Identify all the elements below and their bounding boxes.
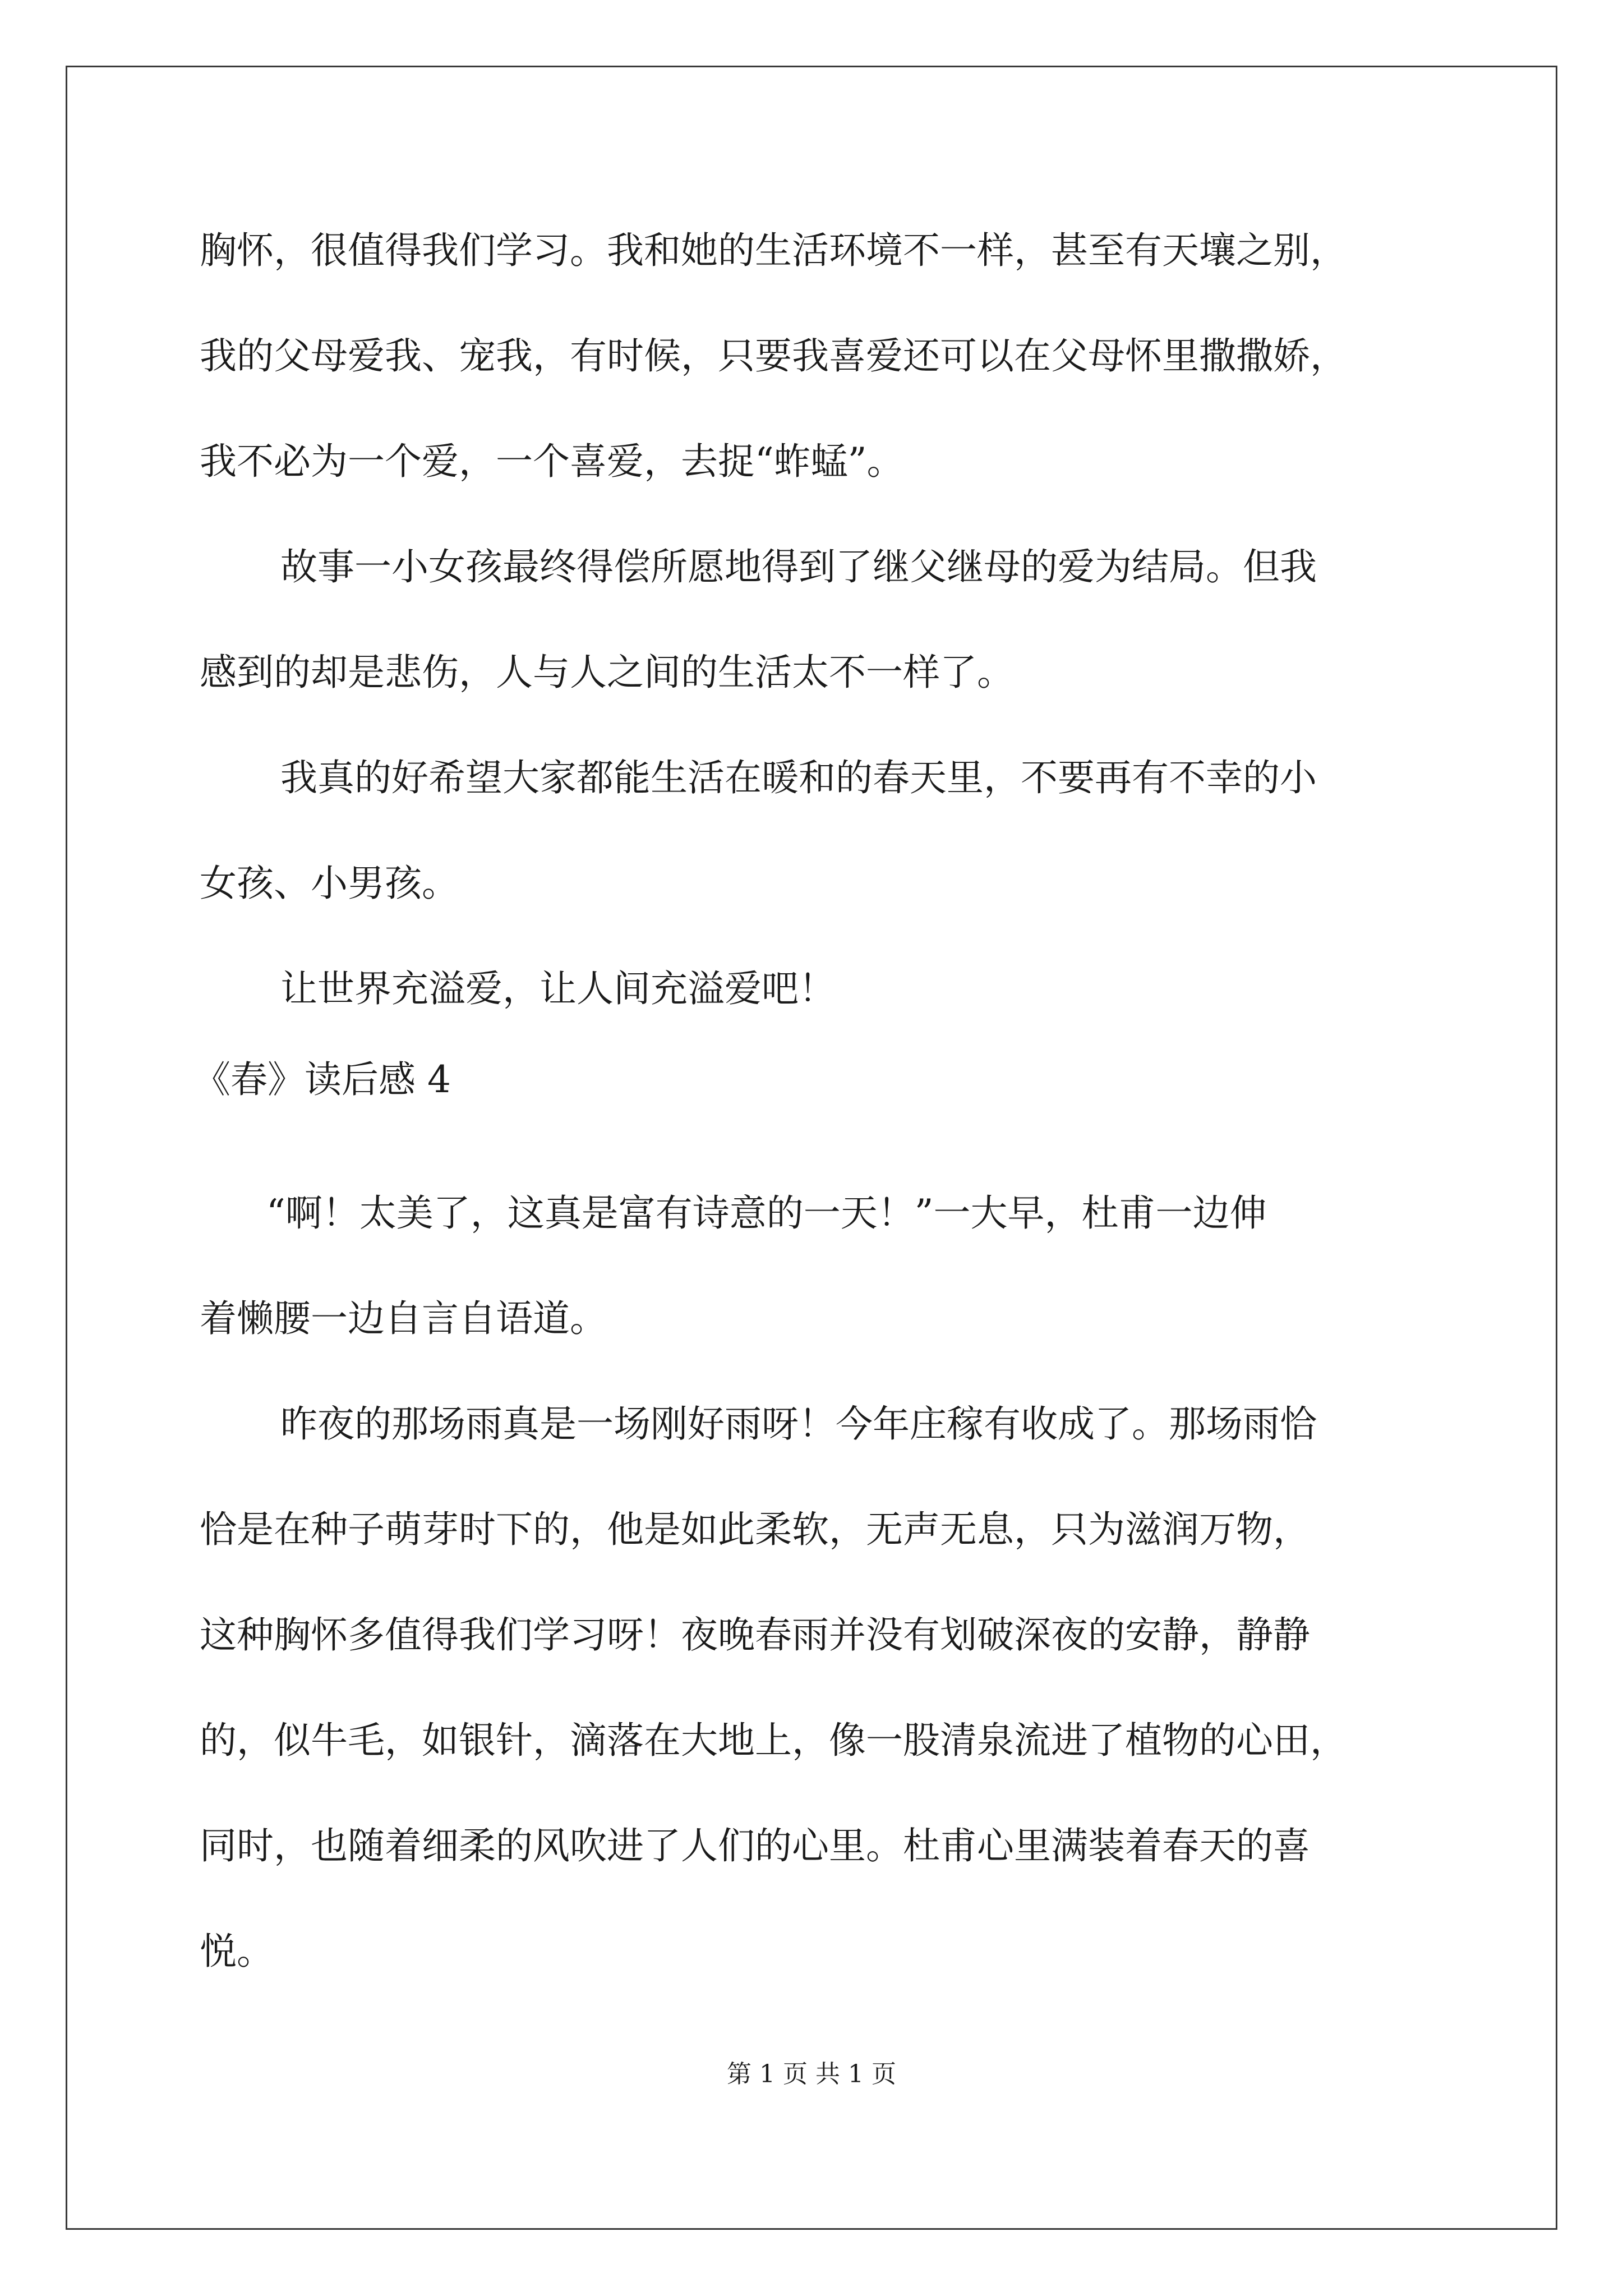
paragraph-line: 感到的却是悲伤，人与人之间的生活太不一样了。 [200, 651, 1014, 694]
paragraph-line: 我真的好希望大家都能生活在暖和的春天里，不要再有不幸的小 [280, 756, 1317, 799]
paragraph-line: 恰是在种子萌芽时下的，他是如此柔软，无声无息，只为滋润万物， [200, 1508, 1310, 1551]
paragraph-line: 我不必为一个爱，一个喜爱，去捉“蚱蜢”。 [200, 440, 904, 483]
paragraph-line: “啊！太美了，这真是富有诗意的一天！”一大早，杜甫一边伸 [266, 1191, 1267, 1235]
paragraph-line: 着懒腰一边自言自语道。 [200, 1297, 607, 1340]
paragraph-line: 故事一小女孩最终得偿所愿地得到了继父继母的爱为结局。但我 [280, 545, 1317, 588]
paragraph-line: 我的父母爱我、宠我，有时候，只要我喜爱还可以在父母怀里撒撒娇， [200, 334, 1347, 378]
section-heading: 《春》读后感 4 [193, 1058, 451, 1101]
paragraph-line: 的，似牛毛，如银针，滴落在大地上，像一股清泉流进了植物的心田， [200, 1719, 1347, 1762]
paragraph-line: 同时，也随着细柔的风吹进了人们的心里。杜甫心里满装着春天的喜 [200, 1824, 1310, 1867]
paragraph-line: 让世界充溢爱，让人间充溢爱吧！ [280, 967, 836, 1010]
page-border [66, 66, 1557, 2230]
paragraph-line: 女孩、小男孩。 [200, 862, 459, 905]
paragraph-line: 这种胸怀多值得我们学习呀！夜晚春雨并没有划破深夜的安静，静静 [200, 1613, 1310, 1657]
paragraph-line: 悦。 [200, 1930, 274, 1973]
paragraph-line: 昨夜的那场雨真是一场刚好雨呀！今年庄稼有收成了。那场雨恰 [280, 1402, 1317, 1446]
paragraph-line: 胸怀，很值得我们学习。我和她的生活环境不一样，甚至有天壤之别， [200, 229, 1347, 272]
page-footer: 第 1 页 共 1 页 [727, 2060, 896, 2088]
